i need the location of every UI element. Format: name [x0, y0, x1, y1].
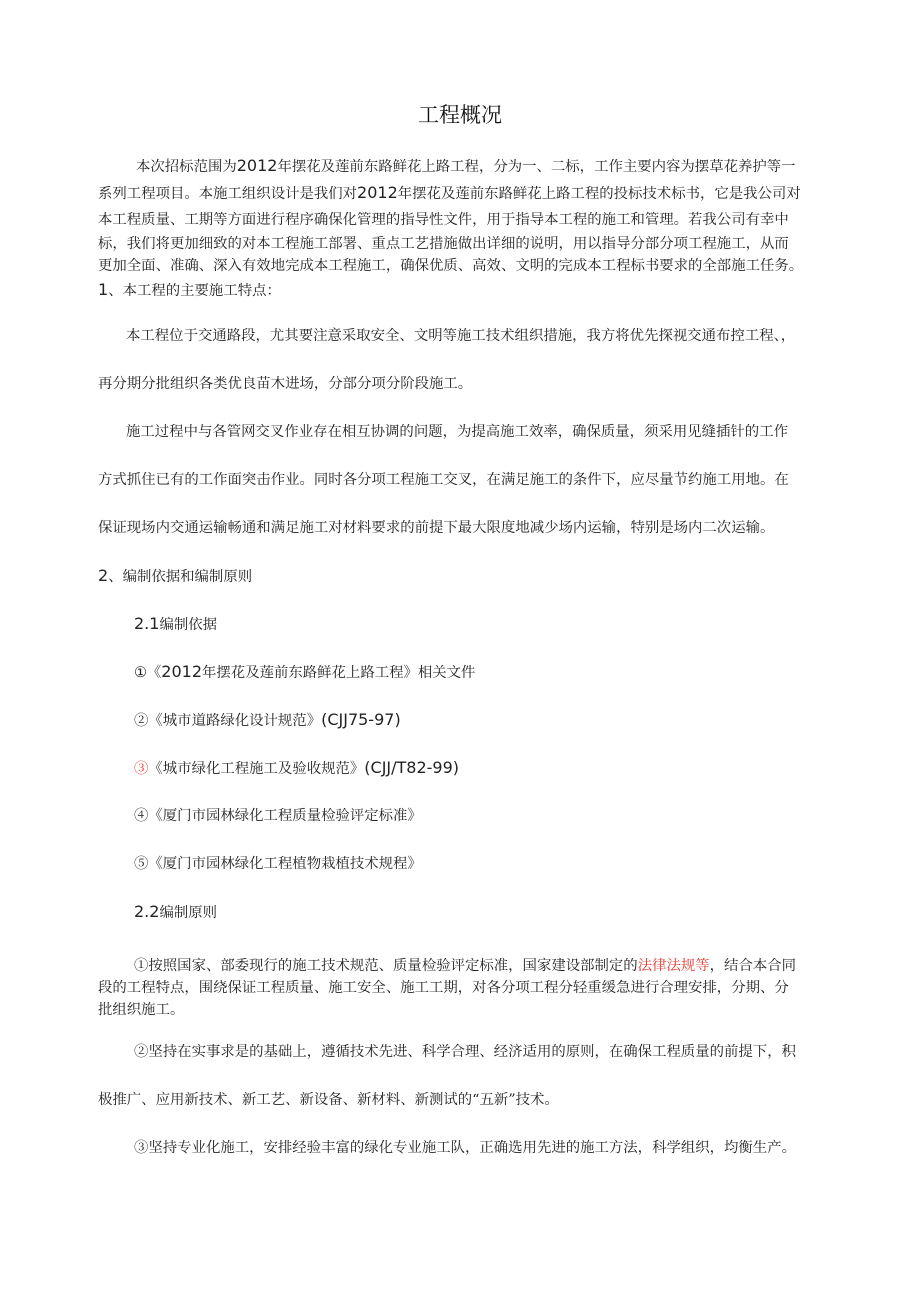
- subsection-title: 编制原则: [159, 905, 218, 921]
- intro-line-4: 标，我们将更加细致的对本工程施工部署、重点工艺措施做出详细的说明，用以指导分部分项工程施工，从而: [98, 236, 789, 252]
- standard-code: (CJJ75-97): [321, 710, 401, 729]
- standard-code: (CJJ/T82-99): [364, 758, 460, 777]
- principle-1-line-2: 段的工程特点，围绕保证工程质量、施工安全、施工工期，对各分项工程分轻重缓急进行合理安排，分期、分: [98, 980, 789, 996]
- reference-text: 年摆花及莲前东路鲜花上路工程》相关文件: [202, 665, 476, 681]
- principle-2-line-2: 极推广、应用新技术、新工艺、新设备、新材料、新测试的“五新”技术。: [98, 1092, 559, 1108]
- principle-1-line-3: 批组织施工。: [98, 1002, 185, 1018]
- intro-text: 系列工程项目。本施工组织设计是我们对: [98, 186, 358, 202]
- section-2-heading: [98, 566, 858, 587]
- intro-line-3: 本工程质量、工期等方面进行程序确保化管理的指导性文件，用于指导本工程的施工和管理。若我公司有幸中: [98, 212, 789, 228]
- reference-item-5: ⑤《厦门市园林绿化工程植物栽植技术规程》: [134, 856, 422, 872]
- principle-text: ，结合本合同: [709, 958, 797, 974]
- subsection-2-1-heading: [98, 614, 858, 635]
- principle-1-line-1: [98, 956, 858, 976]
- highlight-text: 法律法规等: [637, 958, 710, 974]
- reference-item-4: ④《厦门市园林绿化工程质量检验评定标准》: [134, 808, 422, 824]
- year-number: 2012: [357, 183, 398, 202]
- section-1-para-1-line-1: 本工程位于交通路段，尤其要注意采取安全、文明等施工技术组织措施，我方将优先探视交通布控工程、，: [126, 328, 796, 344]
- page-title: 工程概况: [418, 103, 502, 127]
- section-1-para-2-line-3: 保证现场内交通运输畅通和满足施工对材料要求的前提下最大限度地减少场内运输，特别是场内二次运输。: [98, 520, 775, 536]
- reference-text: 《城市绿化工程施工及验收规范》: [148, 761, 365, 777]
- reference-text: ①《: [134, 665, 162, 681]
- section-1-para-1-line-2: 再分期分批组织各类优良苗木进场，分部分项分阶段施工。: [98, 376, 473, 392]
- intro-text: 年摆花及莲前东路鲜花上路工程，分为一、二标，工作主要内容为摆草花养护等一: [277, 159, 796, 175]
- year-number: 2012: [161, 662, 203, 681]
- subsection-title: 编制依据: [159, 617, 218, 633]
- principle-text: ①按照国家、部委现行的施工技术规范、质量检验评定标准，国家建设部制定的: [134, 958, 638, 974]
- subsection-number: 2.1: [134, 614, 160, 633]
- reference-text: ②《城市道路绿化设计规范》: [134, 713, 322, 729]
- section-number: 1: [98, 280, 109, 299]
- intro-text: 年摆花及莲前东路鲜花上路工程的投标技术标书，它是我公司对: [397, 186, 801, 202]
- reference-item-3: [98, 758, 858, 779]
- section-title: 、编制依据和编制原则: [108, 569, 253, 585]
- intro-line-1: [98, 156, 858, 177]
- intro-line-5: 更加全面、准确、深入有效地完成本工程施工，确保优质、高效、文明的完成本工程标书要求的全部施工任务。: [98, 258, 804, 274]
- intro-line-2: [98, 183, 858, 204]
- section-1-heading: [98, 280, 858, 301]
- intro-text: 本次招标范围为: [136, 159, 237, 175]
- section-1-para-2-line-2: 方式抓住已有的工作面突击作业。同时各分项工程施工交叉，在满足施工的条件下，应尽量节约施工用地。在: [98, 472, 789, 488]
- section-number: 2: [98, 566, 109, 585]
- section-title: 、本工程的主要施工特点：: [108, 283, 281, 299]
- subsection-2-2-heading: [98, 902, 858, 923]
- reference-item-2: [98, 710, 858, 731]
- section-1-para-2-line-1: 施工过程中与各管网交叉作业存在相互协调的问题，为提高施工效率，确保质量，须采用见缝插针的工作: [126, 424, 788, 440]
- subsection-number: 2.2: [134, 902, 160, 921]
- principle-3-line-1: ③坚持专业化施工，安排经验丰富的绿化专业施工队，正确选用先进的施工方法，科学组织，均衡生产。: [134, 1140, 796, 1156]
- principle-2-line-1: ②坚持在实事求是的基础上，遵循技术先进、科学合理、经济适用的原则，在确保工程质量的前提下，积: [134, 1044, 796, 1060]
- reference-item-1: [98, 662, 858, 683]
- year-number: 2012: [236, 156, 278, 175]
- reference-marker: ③: [134, 761, 149, 777]
